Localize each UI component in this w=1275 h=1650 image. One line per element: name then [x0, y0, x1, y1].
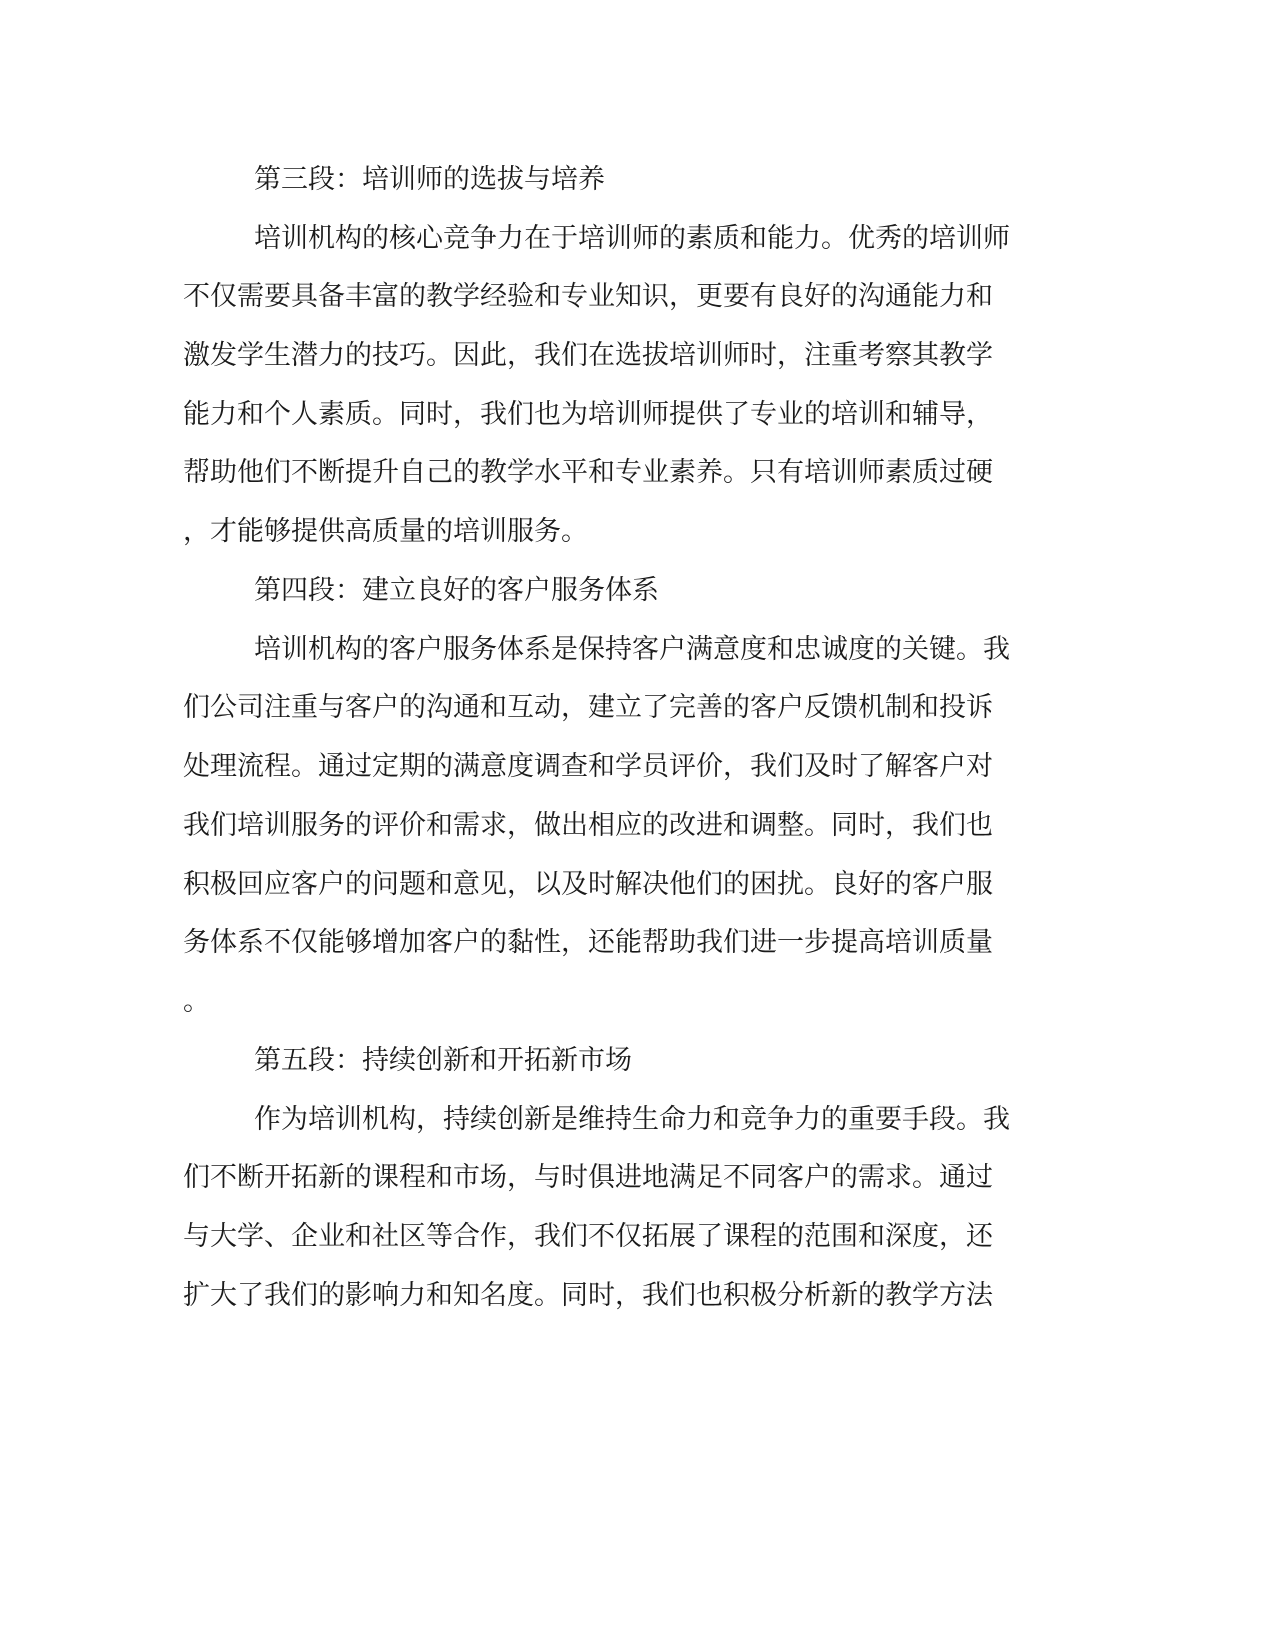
- section-heading-5: 第五段：持续创新和开拓新市场: [254, 1045, 632, 1076]
- paragraph-line: 作为培训机构，持续创新是维持生命力和竞争力的重要手段。我: [254, 1104, 1010, 1135]
- section-heading-3: 第三段：培训师的选拔与培养: [254, 164, 605, 195]
- paragraph-line: 培训机构的核心竞争力在于培训师的素质和能力。优秀的培训师: [254, 223, 1010, 254]
- paragraph-line: 与大学、企业和社区等合作，我们不仅拓展了课程的范围和深度，还: [183, 1221, 993, 1252]
- paragraph-line: 能力和个人素质。同时，我们也为培训师提供了专业的培训和辅导，: [183, 399, 993, 430]
- paragraph-line: 激发学生潜力的技巧。因此，我们在选拔培训师时，注重考察其教学: [183, 340, 993, 371]
- paragraph-line: 帮助他们不断提升自己的教学水平和专业素养。只有培训师素质过硬: [183, 457, 993, 488]
- paragraph-line: ，才能够提供高质量的培训服务。: [183, 516, 588, 547]
- paragraph-line: 我们培训服务的评价和需求，做出相应的改进和调整。同时，我们也: [183, 810, 993, 841]
- paragraph-line: 。: [183, 986, 210, 1017]
- paragraph-line: 培训机构的客户服务体系是保持客户满意度和忠诚度的关键。我: [254, 634, 1010, 665]
- paragraph-line: 处理流程。通过定期的满意度调查和学员评价，我们及时了解客户对: [183, 751, 993, 782]
- paragraph-line: 不仅需要具备丰富的教学经验和专业知识，更要有良好的沟通能力和: [183, 281, 993, 312]
- paragraph-line: 务体系不仅能够增加客户的黏性，还能帮助我们进一步提高培训质量: [183, 927, 993, 958]
- paragraph-line: 扩大了我们的影响力和知名度。同时，我们也积极分析新的教学方法: [183, 1280, 993, 1311]
- paragraph-line: 们不断开拓新的课程和市场，与时俱进地满足不同客户的需求。通过: [183, 1162, 993, 1193]
- paragraph-line: 积极回应客户的问题和意见，以及时解决他们的困扰。良好的客户服: [183, 869, 993, 900]
- paragraph-line: 们公司注重与客户的沟通和互动，建立了完善的客户反馈机制和投诉: [183, 692, 993, 723]
- section-heading-4: 第四段：建立良好的客户服务体系: [254, 575, 659, 606]
